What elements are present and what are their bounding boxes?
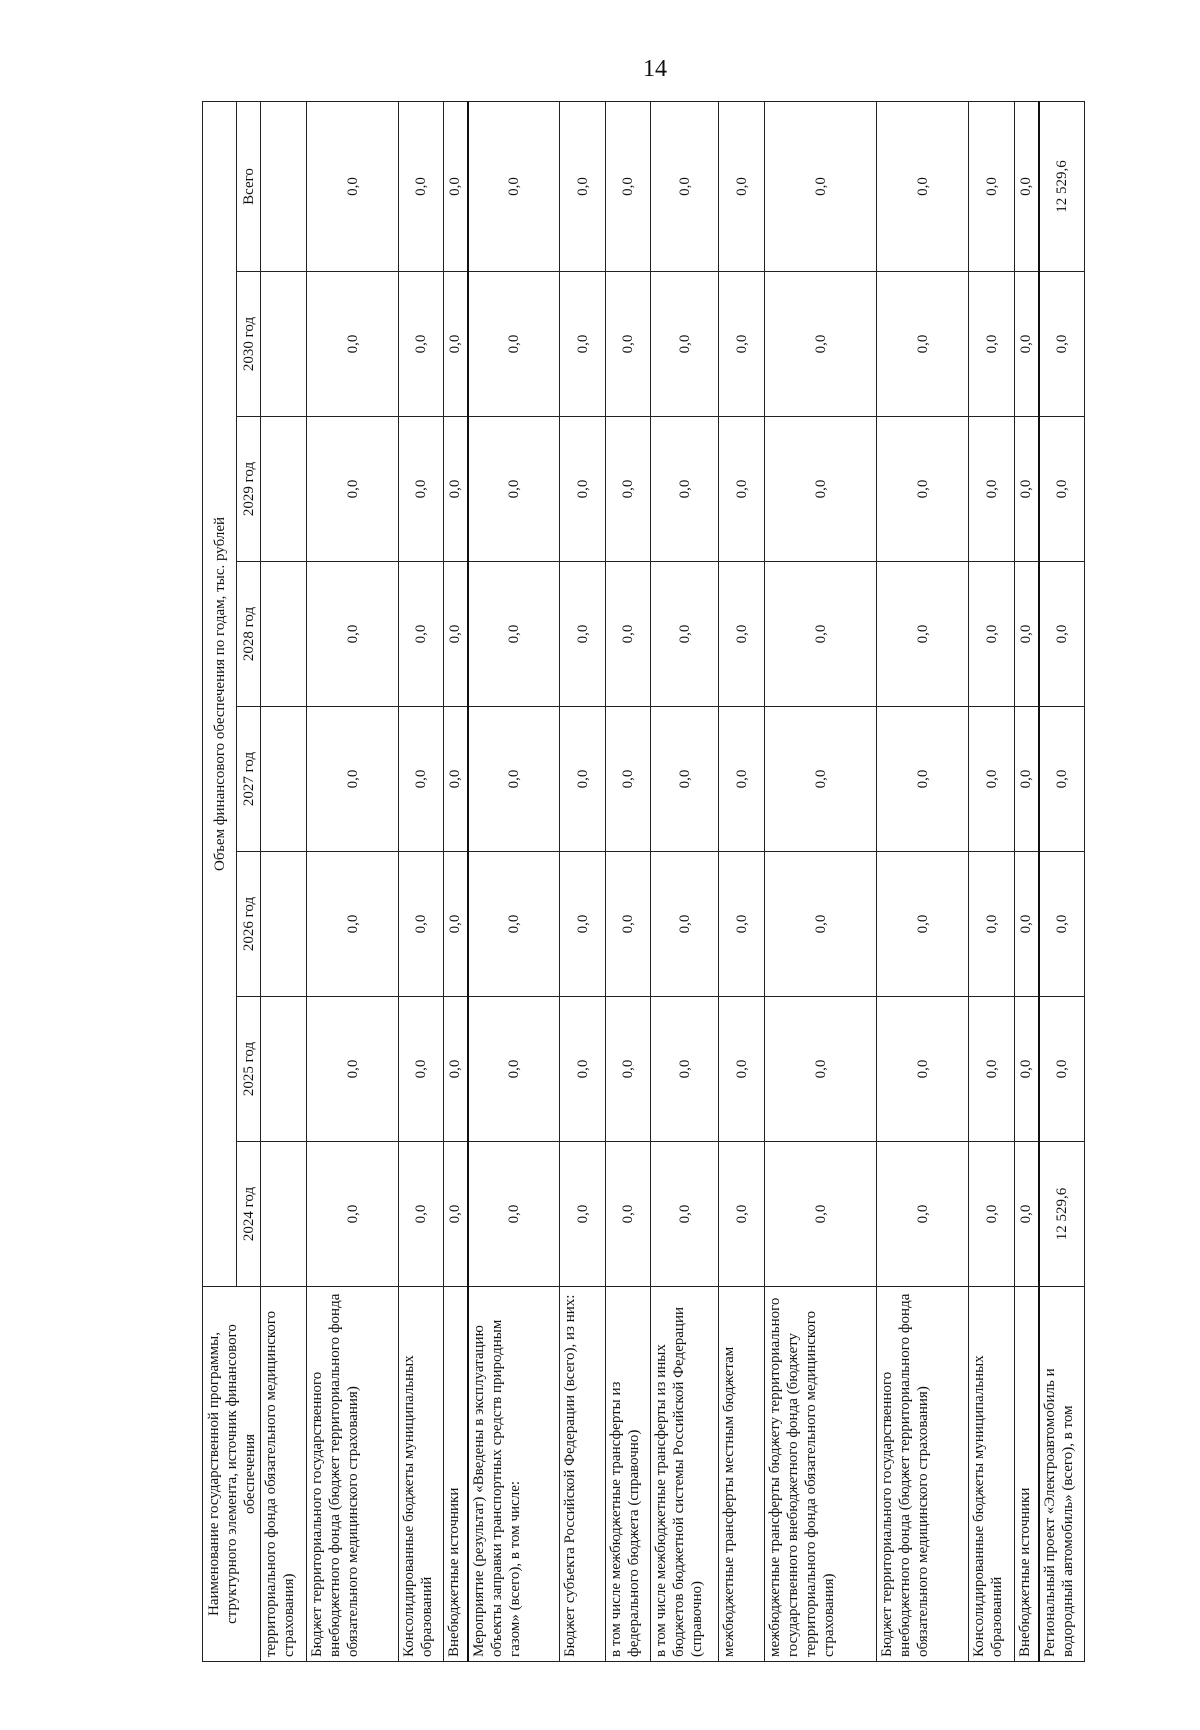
row-label: межбюджетные трансферты бюджету территориального государственного внебюджетного фонда (бюджету территориального фонда обязательного медицинского страхования) bbox=[765, 1287, 877, 1662]
cell-value: 0,0 bbox=[877, 997, 969, 1142]
cell-value: 0,0 bbox=[606, 562, 651, 707]
cell-value: 0,0 bbox=[307, 272, 399, 417]
cell-value: 0,0 bbox=[444, 707, 468, 852]
cell-value: 0,0 bbox=[444, 997, 468, 1142]
cell-value: 0,0 bbox=[444, 1142, 468, 1287]
cell-value: 0,0 bbox=[606, 852, 651, 997]
row-label: Региональный проект «Электроавтомобиль и водородный автомобиль» (всего), в том bbox=[1039, 1287, 1085, 1662]
cell-value: 0,0 bbox=[468, 707, 560, 852]
cell-value: 0,0 bbox=[560, 852, 606, 997]
cell-value: 0,0 bbox=[651, 272, 719, 417]
header-year-5: 2029 год bbox=[237, 417, 261, 562]
table-row bbox=[307, 101, 399, 1661]
cell-value: 0,0 bbox=[307, 1142, 399, 1287]
cell-value: 0,0 bbox=[560, 1142, 606, 1287]
cell-value: 0,0 bbox=[651, 417, 719, 562]
row-label: Консолидированные бюджеты муниципальных образований bbox=[969, 1287, 1015, 1662]
cell-value: 0,0 bbox=[765, 707, 877, 852]
cell-value: 0,0 bbox=[1039, 417, 1085, 562]
cell-value: 0,0 bbox=[606, 707, 651, 852]
table-row bbox=[468, 101, 560, 1661]
cell-value: 0,0 bbox=[1015, 997, 1039, 1142]
cell-value bbox=[261, 417, 307, 562]
cell-value: 0,0 bbox=[765, 417, 877, 562]
cell-value: 0,0 bbox=[719, 562, 765, 707]
cell-value: 0,0 bbox=[1039, 852, 1085, 997]
header-name-column: Наименование государственной программы, структурного элемента, источник финансового обеспечения bbox=[203, 1287, 261, 1662]
header-year-6: 2030 год bbox=[237, 272, 261, 417]
cell-value: 0,0 bbox=[651, 101, 719, 271]
cell-value: 0,0 bbox=[969, 272, 1015, 417]
cell-value: 0,0 bbox=[468, 417, 560, 562]
cell-value: 0,0 bbox=[606, 1142, 651, 1287]
cell-value: 12 529,6 bbox=[1039, 1142, 1085, 1287]
header-year-3: 2027 год bbox=[237, 707, 261, 852]
cell-value: 0,0 bbox=[877, 707, 969, 852]
cell-value: 0,0 bbox=[606, 997, 651, 1142]
cell-value: 0,0 bbox=[719, 852, 765, 997]
cell-value: 0,0 bbox=[969, 1142, 1015, 1287]
cell-value: 0,0 bbox=[606, 417, 651, 562]
cell-value: 0,0 bbox=[444, 272, 468, 417]
cell-value: 0,0 bbox=[468, 272, 560, 417]
cell-value: 0,0 bbox=[444, 101, 468, 271]
cell-value: 0,0 bbox=[307, 852, 399, 997]
table-row bbox=[651, 101, 719, 1661]
cell-value bbox=[261, 272, 307, 417]
cell-value: 0,0 bbox=[877, 852, 969, 997]
cell-value: 0,0 bbox=[651, 562, 719, 707]
row-label: территориального фонда обязательного медицинского страхования) bbox=[261, 1287, 307, 1662]
cell-value: 0,0 bbox=[399, 707, 444, 852]
table-row bbox=[969, 101, 1015, 1661]
cell-value bbox=[261, 562, 307, 707]
cell-value: 0,0 bbox=[444, 562, 468, 707]
cell-value: 0,0 bbox=[560, 997, 606, 1142]
header-group: Объем финансового обеспечения по годам, тыс. рублей bbox=[203, 101, 237, 1286]
cell-value: 0,0 bbox=[444, 417, 468, 562]
cell-value: 0,0 bbox=[877, 417, 969, 562]
cell-value: 0,0 bbox=[1015, 562, 1039, 707]
cell-value: 0,0 bbox=[969, 101, 1015, 271]
cell-value: 0,0 bbox=[877, 562, 969, 707]
cell-value: 0,0 bbox=[1015, 272, 1039, 417]
cell-value: 0,0 bbox=[719, 1142, 765, 1287]
cell-value: 0,0 bbox=[719, 417, 765, 562]
row-label: Мероприятие (результат) «Введены в эксплуатацию объекты заправки транспортных средств природным газом» (всего), в том числе: bbox=[468, 1287, 560, 1662]
cell-value: 0,0 bbox=[307, 707, 399, 852]
cell-value: 0,0 bbox=[1015, 101, 1039, 271]
cell-value bbox=[261, 1142, 307, 1287]
cell-value: 0,0 bbox=[765, 272, 877, 417]
cell-value: 0,0 bbox=[399, 997, 444, 1142]
header-year-0: 2024 год bbox=[237, 1142, 261, 1287]
cell-value bbox=[261, 101, 307, 271]
row-label: Бюджет территориального государственного внебюджетного фонда (бюджет территориального фонда обязательного медицинского страхования) bbox=[307, 1287, 399, 1662]
cell-value: 0,0 bbox=[468, 852, 560, 997]
table-row bbox=[877, 101, 969, 1661]
cell-value: 0,0 bbox=[1015, 707, 1039, 852]
page-number: 14 bbox=[643, 56, 667, 82]
cell-value: 0,0 bbox=[399, 417, 444, 562]
table-row bbox=[261, 101, 307, 1661]
row-label: Консолидированные бюджеты муниципальных образований bbox=[399, 1287, 444, 1662]
header-year-1: 2025 год bbox=[237, 997, 261, 1142]
cell-value: 0,0 bbox=[399, 1142, 444, 1287]
cell-value: 0,0 bbox=[877, 272, 969, 417]
cell-value: 0,0 bbox=[765, 852, 877, 997]
cell-value: 0,0 bbox=[765, 1142, 877, 1287]
cell-value: 0,0 bbox=[969, 707, 1015, 852]
row-label: Бюджет субъекта Российской Федерации (всего), из них: bbox=[560, 1287, 606, 1662]
cell-value: 0,0 bbox=[1039, 272, 1085, 417]
cell-value: 0,0 bbox=[765, 562, 877, 707]
cell-value: 0,0 bbox=[1039, 997, 1085, 1142]
row-label: Внебюджетные источники bbox=[444, 1287, 468, 1662]
financing-table bbox=[202, 101, 1085, 1662]
cell-value: 0,0 bbox=[307, 562, 399, 707]
cell-value: 0,0 bbox=[719, 272, 765, 417]
cell-value: 0,0 bbox=[651, 997, 719, 1142]
cell-value bbox=[261, 852, 307, 997]
cell-value: 0,0 bbox=[969, 417, 1015, 562]
cell-value: 12 529,6 bbox=[1039, 101, 1085, 271]
row-label: в том числе межбюджетные трансферты из федерального бюджета (справочно) bbox=[606, 1287, 651, 1662]
cell-value: 0,0 bbox=[560, 707, 606, 852]
cell-value: 0,0 bbox=[765, 101, 877, 271]
cell-value: 0,0 bbox=[560, 272, 606, 417]
cell-value: 0,0 bbox=[719, 997, 765, 1142]
cell-value: 0,0 bbox=[1039, 707, 1085, 852]
cell-value: 0,0 bbox=[1015, 852, 1039, 997]
rotated-table-container bbox=[202, 102, 1152, 1662]
cell-value: 0,0 bbox=[969, 997, 1015, 1142]
header-year-2: 2026 год bbox=[237, 852, 261, 997]
cell-value: 0,0 bbox=[969, 562, 1015, 707]
cell-value: 0,0 bbox=[877, 101, 969, 271]
table-row bbox=[1039, 101, 1085, 1661]
table-row bbox=[765, 101, 877, 1661]
cell-value: 0,0 bbox=[719, 707, 765, 852]
cell-value: 0,0 bbox=[969, 852, 1015, 997]
cell-value: 0,0 bbox=[651, 707, 719, 852]
cell-value: 0,0 bbox=[1015, 1142, 1039, 1287]
cell-value: 0,0 bbox=[765, 997, 877, 1142]
cell-value: 0,0 bbox=[399, 272, 444, 417]
cell-value bbox=[261, 997, 307, 1142]
table-row bbox=[399, 101, 444, 1661]
cell-value: 0,0 bbox=[1015, 417, 1039, 562]
cell-value: 0,0 bbox=[651, 1142, 719, 1287]
row-label: Внебюджетные источники bbox=[1015, 1287, 1039, 1662]
cell-value: 0,0 bbox=[468, 562, 560, 707]
cell-value: 0,0 bbox=[399, 101, 444, 271]
cell-value: 0,0 bbox=[877, 1142, 969, 1287]
cell-value: 0,0 bbox=[468, 1142, 560, 1287]
table-row bbox=[606, 101, 651, 1661]
cell-value: 0,0 bbox=[1039, 562, 1085, 707]
cell-value: 0,0 bbox=[307, 417, 399, 562]
cell-value: 0,0 bbox=[560, 417, 606, 562]
header-year-4: 2028 год bbox=[237, 562, 261, 707]
header-year-7: Всего bbox=[237, 101, 261, 271]
cell-value: 0,0 bbox=[651, 852, 719, 997]
cell-value: 0,0 bbox=[307, 101, 399, 271]
table-row bbox=[1015, 101, 1039, 1661]
cell-value: 0,0 bbox=[444, 852, 468, 997]
cell-value: 0,0 bbox=[719, 101, 765, 271]
cell-value: 0,0 bbox=[560, 562, 606, 707]
cell-value: 0,0 bbox=[399, 852, 444, 997]
row-label: в том числе межбюджетные трансферты из иных бюджетов бюджетной системы Российской Федерации (справочно) bbox=[651, 1287, 719, 1662]
table-row bbox=[444, 101, 468, 1661]
cell-value: 0,0 bbox=[307, 997, 399, 1142]
cell-value: 0,0 bbox=[606, 272, 651, 417]
row-label: межбюджетные трансферты местным бюджетам bbox=[719, 1287, 765, 1662]
table-row bbox=[719, 101, 765, 1661]
cell-value: 0,0 bbox=[468, 997, 560, 1142]
cell-value: 0,0 bbox=[560, 101, 606, 271]
cell-value: 0,0 bbox=[399, 562, 444, 707]
cell-value: 0,0 bbox=[606, 101, 651, 271]
cell-value bbox=[261, 707, 307, 852]
table-row bbox=[560, 101, 606, 1661]
row-label: Бюджет территориального государственного внебюджетного фонда (бюджет территориального фонда обязательного медицинского страхования) bbox=[877, 1287, 969, 1662]
cell-value: 0,0 bbox=[468, 101, 560, 271]
